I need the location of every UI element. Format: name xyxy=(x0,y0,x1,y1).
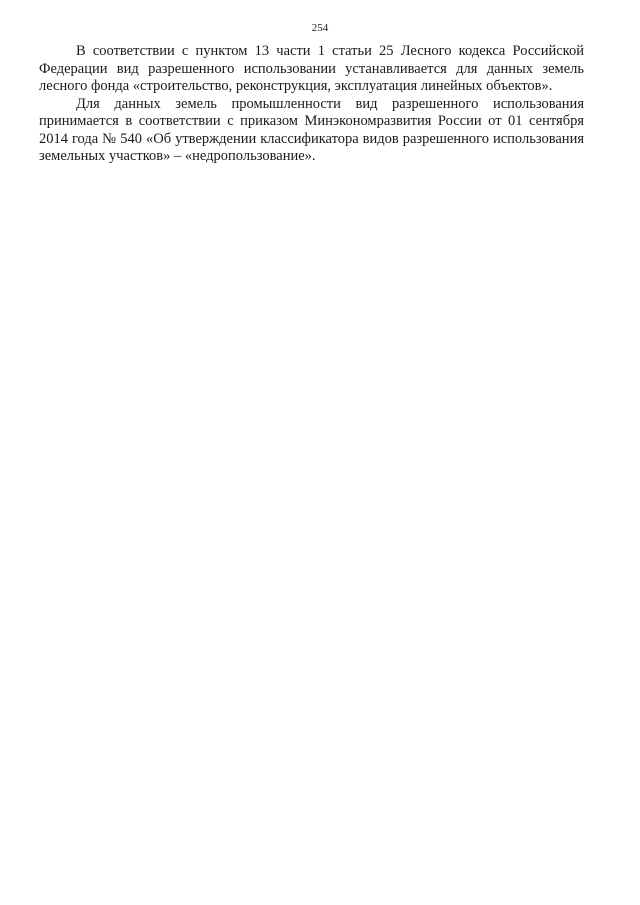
paragraph: Для данных земель промышленности вид разрешенного использования принимается в соответствии с приказом Минэкономразвития России от 01 сентября 2014 года № 540 «Об утверждении классификатора видов разрешенного использования земельных участков» – «недропользование». xyxy=(39,95,584,164)
document-body xyxy=(39,43,584,166)
paragraph: В соответствии с пунктом 13 части 1 статьи 25 Лесного кодекса Российской Федерации вид разрешенного использовании устанавливается для данных земель лесного фонда «строительство, реконструкция, эксплуатация линейных объектов». xyxy=(39,43,584,94)
page-number: 254 xyxy=(311,22,329,34)
